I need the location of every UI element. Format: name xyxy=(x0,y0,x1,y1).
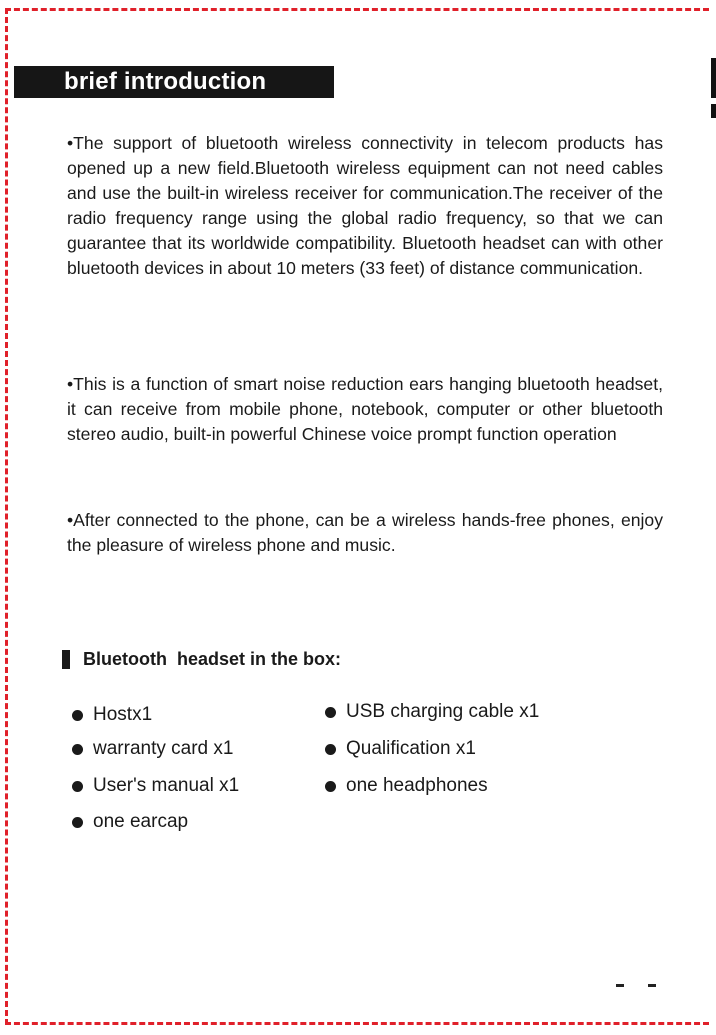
box-contents-heading-text: Bluetooth headset in the box: xyxy=(83,648,342,669)
bullet-icon xyxy=(72,817,83,828)
list-item xyxy=(325,737,476,761)
bullet-icon xyxy=(325,707,336,718)
section-title-banner: brief introduction xyxy=(14,66,334,98)
footer-dash-mark xyxy=(616,984,624,987)
intro-paragraph-2: •This is a function of smart noise reduction ears hanging bluetooth headset, it can receive from mobile phone, notebook, computer or other bluetooth stereo audio, built-in powerful Chinese voice prompt function operation xyxy=(67,374,663,444)
list-item-label: User's manual x1 xyxy=(93,775,240,796)
bullet-icon xyxy=(72,710,83,721)
list-item xyxy=(72,774,239,798)
heading-marker-icon xyxy=(62,650,70,669)
list-item xyxy=(72,737,233,761)
list-item xyxy=(72,703,152,727)
bullet-icon xyxy=(325,744,336,755)
list-item xyxy=(72,810,188,834)
intro-paragraph-1: •The support of bluetooth wireless connectivity in telecom products has opened up a new field.Bluetooth wireless equipment can not need cables and use the built-in wireless receiver for communication.The receiver of the radio frequency range using the global radio frequency, so that we can guarantee that its worldwide compatibility. Bluetooth headset can with other bluetooth devices in about 10 meters (33 feet) of distance communication. xyxy=(67,133,663,278)
list-item xyxy=(325,700,539,724)
list-item-label: Hostx1 xyxy=(93,704,153,725)
bullet-icon xyxy=(72,744,83,755)
bullet-icon xyxy=(325,781,336,792)
list-item-label: one earcap xyxy=(93,811,189,832)
list-item xyxy=(325,774,488,798)
footer-dash-mark xyxy=(648,984,656,987)
bullet-icon xyxy=(72,781,83,792)
list-item-label: USB charging cable x1 xyxy=(346,701,540,722)
right-edge-marks xyxy=(711,58,716,98)
intro-paragraph-3: •After connected to the phone, can be a wireless hands-free phones, enjoy the pleasure of wireless phone and music. xyxy=(67,510,663,555)
list-item-label: one headphones xyxy=(346,775,488,796)
list-item-label: warranty card x1 xyxy=(93,738,234,759)
box-contents-heading xyxy=(62,647,341,671)
box-contents-list xyxy=(72,700,632,850)
list-item-label: Qualification x1 xyxy=(346,738,476,759)
